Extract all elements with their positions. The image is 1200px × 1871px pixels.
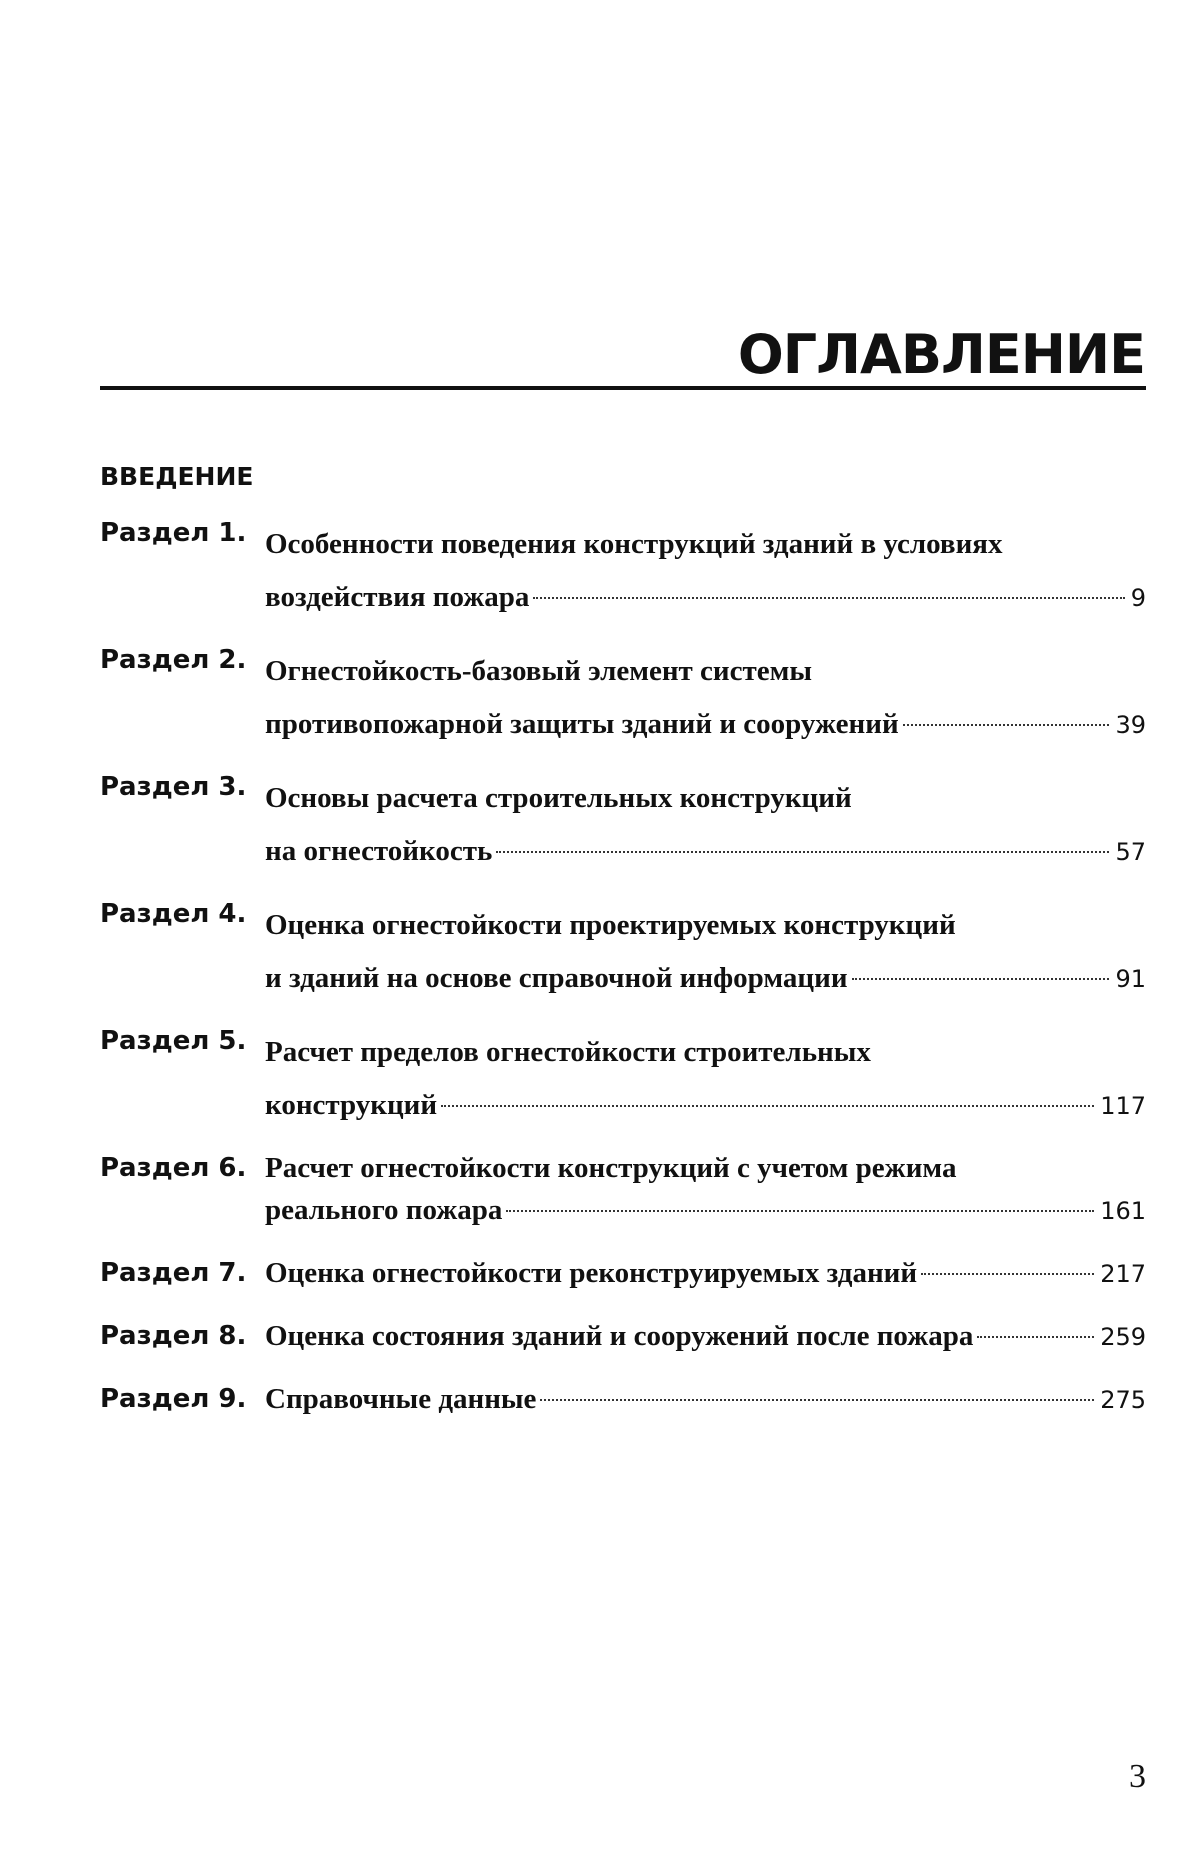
toc-entry-1[interactable]: [100, 512, 1146, 619]
toc-entry-9[interactable]: [100, 1378, 1146, 1421]
section-page-number: 91: [1115, 965, 1146, 993]
section-title-line: воздействия пожара: [265, 581, 530, 613]
section-title-line: Основы расчета строительных конструкций: [265, 782, 852, 814]
toc-entry-5[interactable]: [100, 1020, 1146, 1127]
dot-leader: [921, 1273, 1094, 1275]
dot-leader: [441, 1105, 1094, 1107]
section-page-number: 57: [1115, 838, 1146, 866]
toc-introduction: ВВЕДЕНИЕ: [100, 462, 254, 491]
section-title-line: реального пожара: [265, 1194, 503, 1226]
section-title-line: Расчет огнестойкости конструкций с учетом режима: [265, 1152, 957, 1184]
section-title-line: Оценка огнестойкости реконструируемых зданий: [265, 1257, 918, 1289]
toc-entry-8[interactable]: [100, 1315, 1146, 1358]
section-page-number: 275: [1100, 1386, 1146, 1414]
section-label: Раздел 8.: [100, 1321, 247, 1351]
section-title-line: Оценка огнестойкости проектируемых конструкций: [265, 909, 956, 941]
dot-leader: [506, 1210, 1094, 1212]
section-title-line: Особенности поведения конструкций зданий в условиях: [265, 528, 1003, 560]
section-page-number: 217: [1100, 1260, 1146, 1288]
section-title-line: и зданий на основе справочной информации: [265, 962, 848, 994]
title-underline: [100, 386, 1146, 390]
section-page-number: 9: [1130, 584, 1146, 612]
section-label: Раздел 4.: [100, 899, 247, 929]
dot-leader: [977, 1336, 1094, 1338]
section-title-line: Справочные данные: [265, 1383, 537, 1415]
dot-leader: [540, 1399, 1094, 1401]
section-label: Раздел 2.: [100, 645, 247, 675]
page-number: 3: [1129, 1758, 1146, 1795]
section-title-line: Огнестойкость-базовый элемент системы: [265, 655, 813, 687]
page-title: ОГЛАВЛЕНИЕ: [737, 323, 1145, 386]
toc-entry-3[interactable]: [100, 766, 1146, 873]
section-label: Раздел 5.: [100, 1026, 247, 1056]
section-page-number: 161: [1100, 1197, 1146, 1225]
toc-entry-2[interactable]: [100, 639, 1146, 746]
section-title-line: конструкций: [265, 1089, 438, 1121]
section-title-line: на огнестойкость: [265, 835, 493, 867]
section-label: Раздел 7.: [100, 1258, 247, 1288]
section-title-line: Расчет пределов огнестойкости строительных: [265, 1036, 871, 1068]
section-page-number: 117: [1100, 1092, 1146, 1120]
table-of-contents: [100, 512, 1146, 1421]
dot-leader: [533, 597, 1124, 599]
section-title-line: противопожарной защиты зданий и сооружений: [265, 708, 899, 740]
section-label: Раздел 6.: [100, 1153, 247, 1183]
toc-entry-4[interactable]: [100, 893, 1146, 1000]
dot-leader: [496, 851, 1109, 853]
section-label: Раздел 1.: [100, 518, 247, 548]
toc-entry-6[interactable]: [100, 1147, 1146, 1232]
dot-leader: [903, 724, 1110, 726]
section-label: Раздел 3.: [100, 772, 247, 802]
dot-leader: [852, 978, 1110, 980]
section-title-line: Оценка состояния зданий и сооружений после пожара: [265, 1320, 974, 1352]
section-page-number: 39: [1115, 711, 1146, 739]
toc-entry-7[interactable]: [100, 1252, 1146, 1295]
section-label: Раздел 9.: [100, 1384, 247, 1414]
section-page-number: 259: [1100, 1323, 1146, 1351]
